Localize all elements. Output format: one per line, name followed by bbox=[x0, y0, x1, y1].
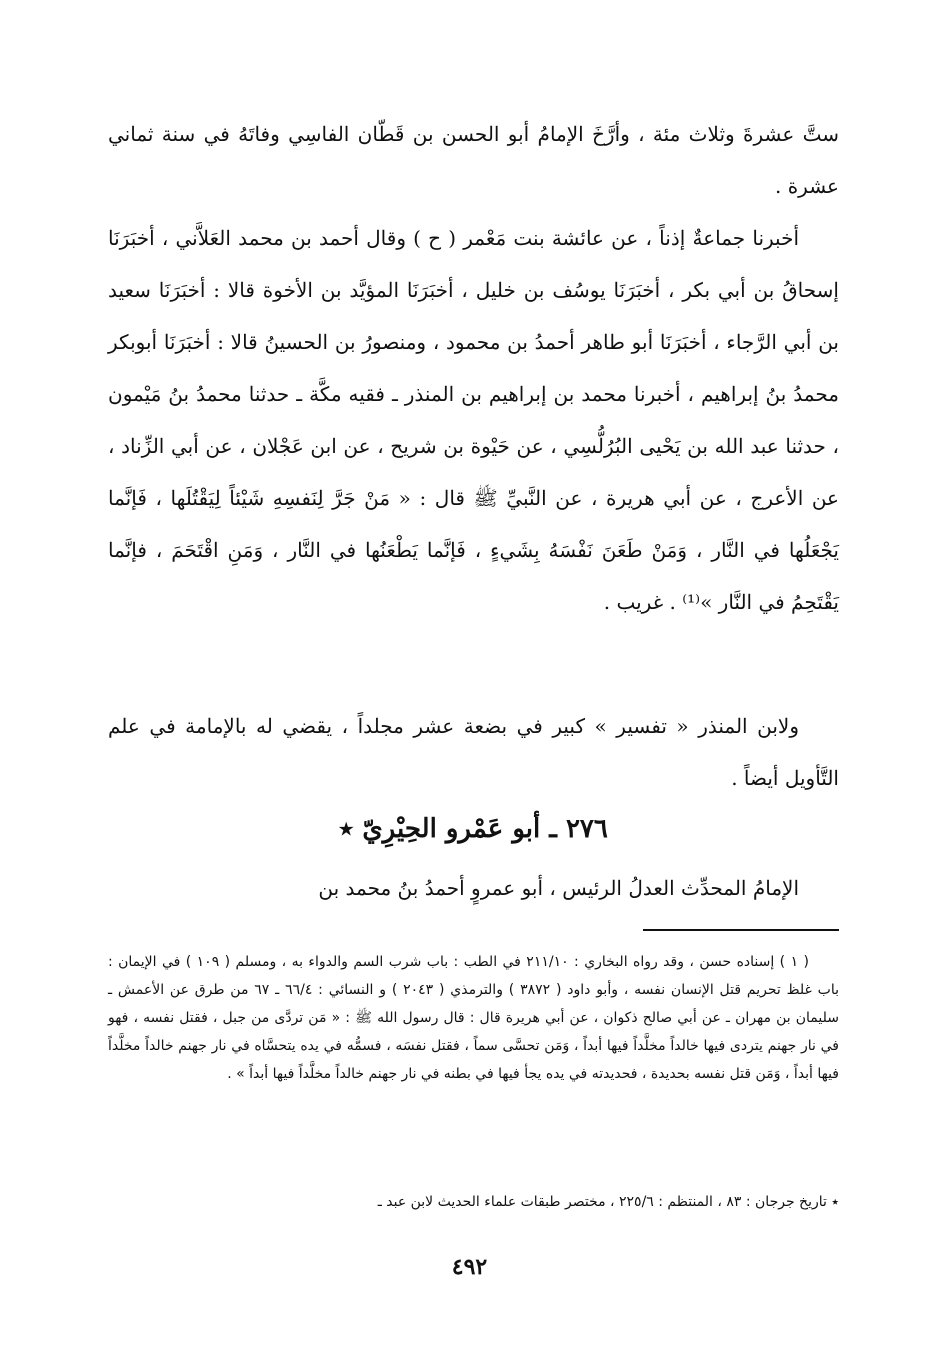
main-paragraph-2 bbox=[108, 212, 839, 628]
footnotes bbox=[108, 948, 839, 1088]
hadith-chain-text: أخبرنا جماعةٌ إذناً ، عن عائشة بنت مَعْمر ( ح ) وقال أحمد بن محمد العَلاَّني ، أخبَرَنَا إسحاقُ بن أبي بكر ، أخبَرَنَا يوسُف بن خليل ، أخبَرَنَا المؤيَّد بن الأخوة قالا : أخبَرَنَا سعيد بن أبي الرَّجاء ، أخبَرَنَا أبو طاهر أحمدُ بن محمود ، ومنصورُ بن الحسينُ قالا : أخبَرَنَا أبوبكر محمدُ بنُ إبراهيم ، أخبرنا محمد بن إبراهيم بن المنذر ـ فقيه مكَّة ـ حدثنا محمدُ بنُ مَيْمون ، حدثنا عبد الله بن يَحْيى البُرُلُّسِي ، عن حَيْوة بن شريح ، عن ابن عَجْلان ، عن أبي الزِّناد ، عن الأعرج ، عن أبي هريرة ، عن النَّبيِّ ﷺ قال : « مَنْ جَرَّ لِنَفسِهِ شَيْئاً لِيَقْتُلَها ، فَإنَّما يَجْعَلُها في النَّار ، وَمَنْ طَعَنَ نَفْسَهُ بِشَيءٍ ، فَإنَّما يَطْعَنُها في النَّار ، وَمَنِ اقْتَحَمَ ، فإنَّما يَقْتَحِمُ في النَّار »⁽¹⁾ . غريب . bbox=[108, 226, 839, 614]
main-paragraph-4 bbox=[108, 862, 839, 914]
paragraph-text: الإمامُ المحدِّث العدلُ الرئيس ، أبو عمروٍ أحمدُ بنُ محمد بن bbox=[318, 876, 799, 900]
footnote-divider bbox=[643, 929, 839, 931]
footnote-1: ( ١ ) إسناده حسن ، وقد رواه البخاري : ٢١١/١٠ في الطب : باب شرب السم والدواء به ، ومسلم ( ١٠٩ ) في الإيمان : باب غلظ تحريم قتل الإنسان نفسه ، وأبو داود ( ٣٨٧٢ ) والترمذي ( ٢٠٤٣ ) و النسائي : ٦٦/٤ ـ ٦٧ من طرق عن الأعمش ـ سليمان بن مهران ـ عن أبي صالح ذكوان ، عن أبي هريرة قال : قال رسول الله ﷺ : « مَن تردَّى من جبل ، فقتل نفسه ، فهو في نار جهنم يتردى فيها خالداً مخلَّداً فيها أبداً ، وَمَن تحسَّى سماً ، فقتل نفسَه ، فسمُّه في يده يتحسَّاه في نار جهنم خالداً مخلَّداً فيها أبداً ، وَمَن قتل نفسه بحديدة ، فحديدته في يده يجأ فيها في بطنه في نار جهنم خالداً مخلَّداً فيها أبداً » . bbox=[108, 954, 840, 1082]
source-note: ٭ تاريخ جرجان : ٨٣ ، المنتظم : ٢٢٥/٦ ، مختصر طبقات علماء الحديث لابن عبد ـ bbox=[377, 1194, 839, 1210]
paragraph-text: ولابن المنذر « تفسير » كبير في بضعة عشر مجلداً ، يقضي له بالإمامة في علم التَّأويل أيضاً . bbox=[108, 714, 839, 790]
paragraph-text: ستَّ عشرةَ وثلاث مئة ، وأرَّخَ الإمامُ أبو الحسن بن قَطّان الفاسِي وفاتَهُ في سنة ثماني عشرة . bbox=[108, 122, 839, 198]
section-heading: ٢٧٦ ـ أبو عَمْرو الحِيْرِيّ ٭ bbox=[339, 814, 608, 844]
main-paragraph-3 bbox=[108, 700, 839, 804]
main-paragraph-1 bbox=[108, 108, 839, 212]
page-number: ٤٩٢ bbox=[451, 1254, 488, 1280]
